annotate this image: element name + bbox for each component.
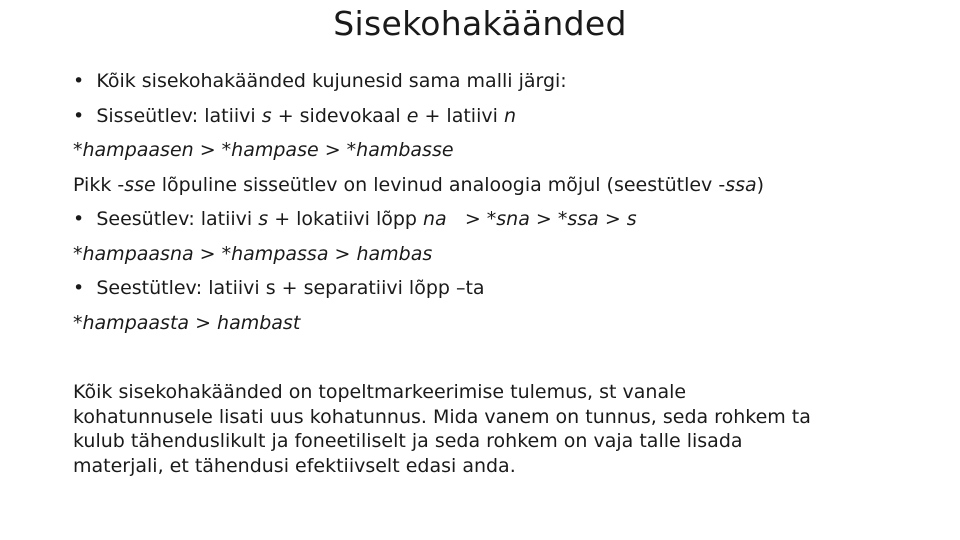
paragraph-line: kohatunnusele lisati uus kohatunnus. Mida vanem on tunnus, seda rohkem ta xyxy=(73,405,811,428)
line-text: Pikk - xyxy=(73,173,125,196)
italic-morpheme: s xyxy=(258,208,269,230)
line-text: Sisseütlev: latiivi xyxy=(96,104,262,127)
paragraph-line: materjali, et tähendusi efektiivselt edasi anda. xyxy=(73,454,516,477)
bullet-symbol: • xyxy=(73,104,85,127)
italic-morpheme: ssa xyxy=(725,173,757,196)
bullet-symbol: • xyxy=(73,208,85,230)
slide-title: Sisekohakäänded xyxy=(333,4,627,43)
bullet-line-3 xyxy=(73,205,933,240)
italic-morpheme: > *sna > *ssa > s xyxy=(446,208,637,230)
bullet-symbol: • xyxy=(73,70,85,92)
line-text: + sidevokaal xyxy=(271,104,407,127)
content-lines xyxy=(73,67,933,343)
line-text: lõpuline sisseütlev on levinud analoogia mõjul (seestütlev - xyxy=(155,173,726,196)
summary-paragraph xyxy=(73,380,913,478)
example-line-3 xyxy=(73,309,933,344)
paragraph-line: kulub tähenduslikult ja foneetiliselt ja seda rohkem on vaja talle lisada xyxy=(73,430,743,452)
example-text: *hampaasta > hambast xyxy=(73,311,301,334)
plain-line xyxy=(73,171,933,206)
bullet-line-1 xyxy=(73,67,933,102)
italic-morpheme: na xyxy=(423,208,447,230)
bullet-symbol: • xyxy=(73,277,85,299)
paragraph-line: Kõik sisekohakäänded on topeltmarkeerimise tulemus, st vanale xyxy=(73,381,687,403)
italic-morpheme: sse xyxy=(124,173,156,196)
example-text: *hampaasna > *hampassa > hambas xyxy=(73,242,433,265)
line-text: + latiivi xyxy=(418,104,504,127)
italic-morpheme: s xyxy=(261,104,272,127)
bullet-line-4 xyxy=(73,274,933,309)
bullet-line-2 xyxy=(73,102,933,137)
line-text: ) xyxy=(756,173,765,196)
example-line-1 xyxy=(73,136,933,171)
line-text: + lokatiivi lõpp xyxy=(268,208,424,230)
italic-morpheme: n xyxy=(503,104,516,127)
line-text: Seestütlev: latiivi s + separatiivi lõpp –ta xyxy=(96,277,485,299)
line-text: Kõik sisekohakäänded kujunesid sama malli järgi: xyxy=(96,70,567,92)
line-text: Seesütlev: latiivi xyxy=(96,208,259,230)
example-line-2 xyxy=(73,240,933,275)
example-text: *hampaasen > *hampase > *hambasse xyxy=(73,139,454,161)
italic-morpheme: e xyxy=(406,104,419,127)
